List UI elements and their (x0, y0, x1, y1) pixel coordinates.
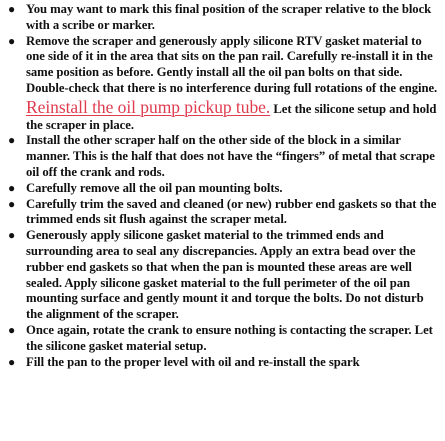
bullet-icon: ● (8, 180, 16, 195)
step-text: Remove the scraper and generously apply silicone RTV gasket material to one side of it in the area that sits on the pan rail. Carefully re-install it in the same position as before. Gently install all the oil pan bolts on that side. Double-check that there is no interference during full rotations of the engine. (26, 33, 438, 95)
list-item (0, 2, 445, 34)
bullet-icon: ● (8, 2, 16, 16)
bullet-icon: ● (8, 354, 16, 369)
list-item (0, 181, 445, 197)
step-text: Once again, rotate the crank to ensure nothing is contacting the scraper. Let the silicone gasket material setup. (26, 322, 433, 353)
bullet-icon: ● (8, 133, 16, 148)
list-item (0, 323, 445, 355)
list-item (0, 355, 445, 371)
step-text: Carefully trim the saved and cleaned (or new) rubber end gaskets so that the trimmed ends sit flush against the scraper metal. (26, 196, 437, 227)
step-text: Install the other scraper half on the other side of the block in a similar manner. This is the half that does not have the “fingers” of metal that scrape oil off the crank and rods. (26, 133, 435, 179)
list-item (0, 228, 445, 323)
step-text: You may want to mark this final position of the scraper relative to the block with a scribe or marker. (26, 2, 432, 32)
step-text: Fill the pan to the proper level with oil and re-install the spark (26, 354, 360, 369)
bullet-icon: ● (8, 322, 16, 337)
instruction-list (0, 2, 445, 370)
step-text-after: Let the silicone setup and hold the scraper in place. (26, 101, 437, 132)
bullet-icon: ● (8, 33, 16, 48)
list-item (0, 197, 445, 229)
step-text: Generously apply silicone gasket material to the trimmed ends and surrounding area to seal any discrepancies. Apply an extra bead over the rubber end gaskets so that when the pan is mounted these areas are well sealed. Apply silicone gasket material to the full perimeter of the oil pan mounting surface and gently mount it and torque the bolts. Do not disturb the alignment of the scraper. (26, 228, 424, 322)
list-item (0, 34, 445, 134)
reinstall-pickup-tube-link[interactable]: Reinstall the oil pump pickup tube. (26, 96, 271, 117)
list-item (0, 133, 445, 180)
bullet-icon: ● (8, 196, 16, 211)
step-text: Carefully remove all the oil pan mounting bolts. (26, 180, 283, 195)
bullet-icon: ● (8, 228, 16, 243)
